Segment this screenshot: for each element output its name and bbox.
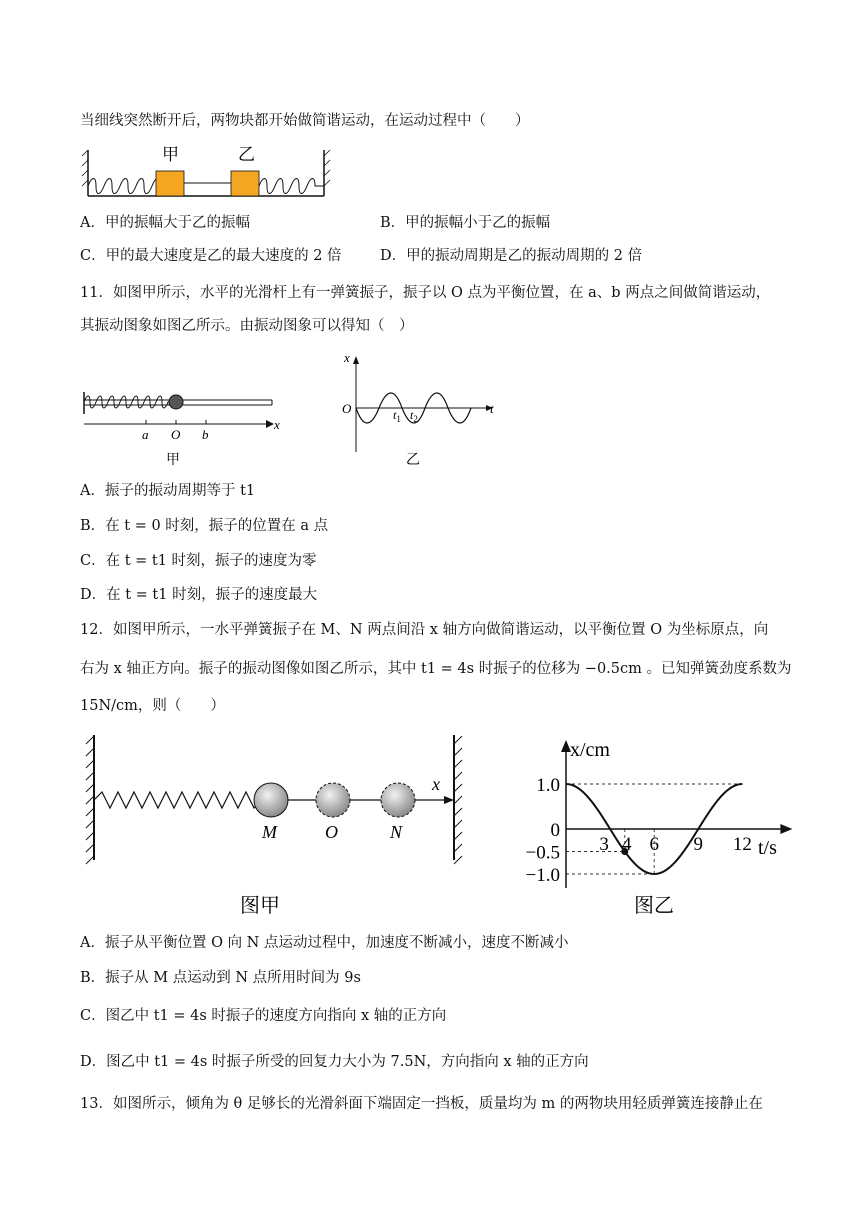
x-tick-label: 3: [599, 834, 609, 855]
x-tick-label: 9: [693, 834, 704, 855]
q11-option-d: D．在 t = t1 时刻，振子的速度最大: [80, 587, 318, 603]
y-tick-label: 0: [550, 820, 560, 841]
ball-o: [316, 783, 350, 817]
label-m: M: [262, 822, 277, 842]
q12-option-d: D．图乙中 t1 = 4s 时振子所受的回复力大小为 7.5N，方向指向 x 轴的正方向: [80, 1054, 589, 1070]
x-tick-label: 6: [649, 834, 659, 855]
q13-stem-line1: 13．如图所示，倾角为 θ 足够长的光滑斜面下端固定一挡板，质量均为 m 的两物块用轻质弹簧连接静止在: [80, 1096, 763, 1112]
label-x: x: [344, 352, 350, 365]
label-o: O: [325, 822, 338, 842]
chart-x-arrow: [780, 824, 792, 834]
ball-n: [381, 783, 415, 817]
label-n: N: [390, 822, 403, 842]
x-axis-arrow: [266, 420, 274, 428]
oscillator-ball: [169, 395, 183, 409]
q10-option-c: C．甲的最大速度是乙的最大速度的 2 倍: [80, 248, 342, 264]
label-x: x: [274, 417, 280, 432]
x-tick-label: 12: [732, 834, 752, 855]
q10-stem: 当细线突然断开后，两物块都开始做简谐运动，在运动过程中（ ）: [80, 113, 530, 129]
q12-option-a: A．振子从平衡位置 O 向 N 点运动过程中，加速度不断减小，速度不断减小: [80, 935, 569, 951]
x-axis-arrow: [444, 796, 454, 804]
q12-stem-line3: 15N/cm，则（ ）: [80, 698, 225, 714]
q12-figure-jia: [80, 730, 470, 920]
caption-jia: 图甲: [240, 895, 280, 917]
right-spring: [259, 179, 324, 194]
label-yi: 乙: [238, 145, 255, 164]
block-jia: [156, 171, 184, 196]
q10-option-d: D．甲的振动周期是乙的振动周期的 2 倍: [380, 248, 643, 264]
label-t2: $t_2$: [410, 408, 418, 424]
ball-m: [254, 783, 288, 817]
x-tick-label: 4: [622, 834, 632, 855]
q12-figure-yi-chart: [510, 738, 810, 920]
label-a: a: [142, 427, 149, 442]
label-t: t: [490, 401, 494, 416]
q10-option-a: A．甲的振幅大于乙的振幅: [80, 215, 250, 231]
chart-ylabel: x/cm: [570, 739, 610, 761]
label-o: O: [342, 401, 352, 416]
label-b: b: [202, 427, 209, 442]
spring: [94, 792, 270, 808]
label-t1: $t_1$: [393, 408, 401, 424]
chart-xlabel: t/s: [758, 837, 777, 859]
q11-figure-jia: [78, 384, 298, 469]
caption-yi: 图乙: [634, 895, 674, 917]
q12-stem-line2: 右为 x 轴正方向。振子的振动图像如图乙所示，其中 t1 = 4s 时振子的位移为 −0.5cm 。已知弹簧劲度系数为: [80, 661, 792, 677]
caption-yi: 乙: [406, 453, 420, 468]
spring: [84, 396, 170, 408]
q11-option-b: B．在 t = 0 时刻，振子的位置在 a 点: [80, 518, 329, 534]
q11-stem-line2: 其振动图象如图乙所示。由振动图象可以得知（ ）: [80, 318, 414, 334]
y-tick-label: −0.5: [525, 842, 560, 864]
q11-stem-line1: 11．如图甲所示，水平的光滑杆上有一弹簧振子，振子以 O 点为平衡位置，在 a、b 两点之间做简谐运动，: [80, 285, 771, 301]
q10-option-b: B．甲的振幅小于乙的振幅: [380, 215, 551, 231]
label-jia: 甲: [162, 145, 179, 164]
label-x: x: [432, 774, 440, 794]
q10-figure: [78, 140, 338, 202]
label-o: O: [171, 427, 181, 442]
q12-option-c: C．图乙中 t1 = 4s 时振子的速度方向指向 x 轴的正方向: [80, 1008, 447, 1024]
q12-stem-line1: 12．如图甲所示，一水平弹簧振子在 M、N 两点间沿 x 轴方向做简谐运动，以平衡位置 O 为坐标原点，向: [80, 622, 769, 638]
y-tick-label: 1.0: [536, 775, 560, 796]
left-spring: [88, 179, 160, 194]
q11-figure-yi: [336, 352, 506, 470]
y-tick-label: −1.0: [525, 865, 560, 886]
q12-option-b: B．振子从 M 点运动到 N 点所用时间为 9s: [80, 970, 361, 986]
q11-option-c: C．在 t = t1 时刻，振子的速度为零: [80, 553, 317, 569]
block-yi: [231, 171, 259, 196]
q11-option-a: A．振子的振动周期等于 t1: [80, 483, 256, 499]
caption-jia: 甲: [166, 453, 180, 468]
